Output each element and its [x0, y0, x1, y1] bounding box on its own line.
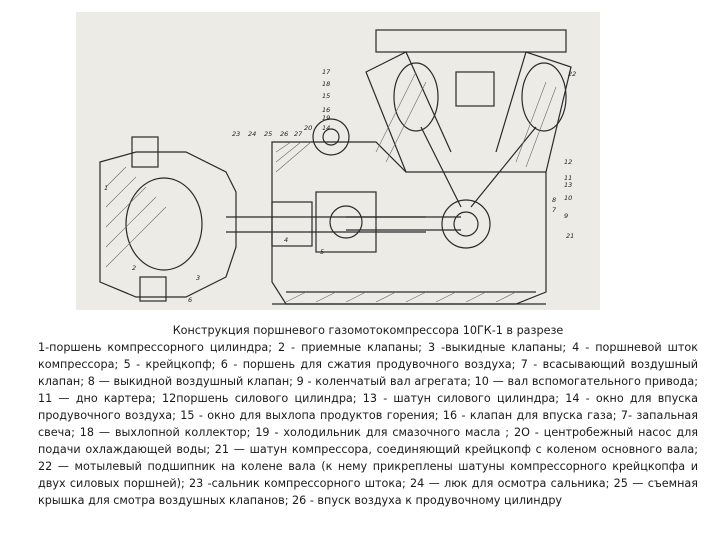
callout-20: 20 — [304, 124, 313, 132]
callout-4: 4 — [284, 236, 289, 244]
callout-2: 2 — [132, 264, 137, 272]
figure-caption — [38, 322, 698, 509]
callout-9: 9 — [564, 212, 569, 220]
callout-14: 14 — [322, 124, 331, 132]
callout-18: 18 — [322, 80, 331, 88]
callout-16: 16 — [322, 106, 331, 114]
callout-21: 21 — [566, 232, 575, 240]
callout-1: 1 — [104, 184, 109, 192]
callout-25: 25 — [264, 130, 273, 138]
callout-15: 15 — [322, 92, 331, 100]
callout-10: 10 — [564, 194, 573, 202]
callout-6: 6 — [188, 296, 193, 304]
callout-8: 8 — [552, 196, 557, 204]
callout-7: 7 — [552, 206, 557, 214]
callout-27: 27 — [294, 130, 303, 138]
callout-17: 17 — [322, 68, 331, 76]
callout-22: 22 — [568, 70, 577, 78]
callout-26: 26 — [280, 130, 289, 138]
callout-13: 13 — [564, 181, 573, 189]
callout-5: 5 — [320, 248, 325, 256]
callout-3: 3 — [196, 274, 201, 282]
callout-19: 19 — [322, 114, 331, 122]
callout-24: 24 — [248, 130, 257, 138]
caption-title: Конструкция поршневого газомотокомпрессора 10ГК-1 в разрезе — [172, 324, 564, 337]
callout-11: 11 — [564, 174, 573, 182]
callout-12: 12 — [564, 158, 573, 166]
callout-23: 23 — [232, 130, 241, 138]
compressor-cross-section-drawing — [76, 12, 600, 310]
caption-legend: 1-поршень компрессорного цилиндра; 2 - приемные клапаны; 3 -выкидные клапаны; 4 - поршневой шток компрессора; 5 - крейцкопф; 6 - поршень для сжатия продувочного воздуха; 7 - всасывающий воздушный клапан; 8 — выкидной воздушный клапан; 9 - коленчатый вал агрегата; 10 — вал вспомогательного привода; 11 — дно картера; 12поршень силового цилиндра; 13 - шатун силового цилиндра; 14 - окно для впуска продувочного воздуха; 15 - окно для выхлопа продуктов горения; 16 - клапан для впуска газа; 7- запальная свеча; 18 — выхлопной коллектор; 19 - холодильник для смазочного масла ; 2О - центробежный насос для подачи охлаждающей воды; 21 — шатун компрессора, соединяющий крейцкопф с коленом основного вала; 22 — мотылевый подшипник на колене вала (к нему прикреплены шатуны компрессорного крейцкопфа и двух силовых поршней); 23 -сальник компрессорного штока; 24 — люк для осмотра сальника; 25 — съемная крышка для смотра воздушных клапанов; 26 - впуск воздуха к продувочному цилиндру — [38, 341, 698, 507]
